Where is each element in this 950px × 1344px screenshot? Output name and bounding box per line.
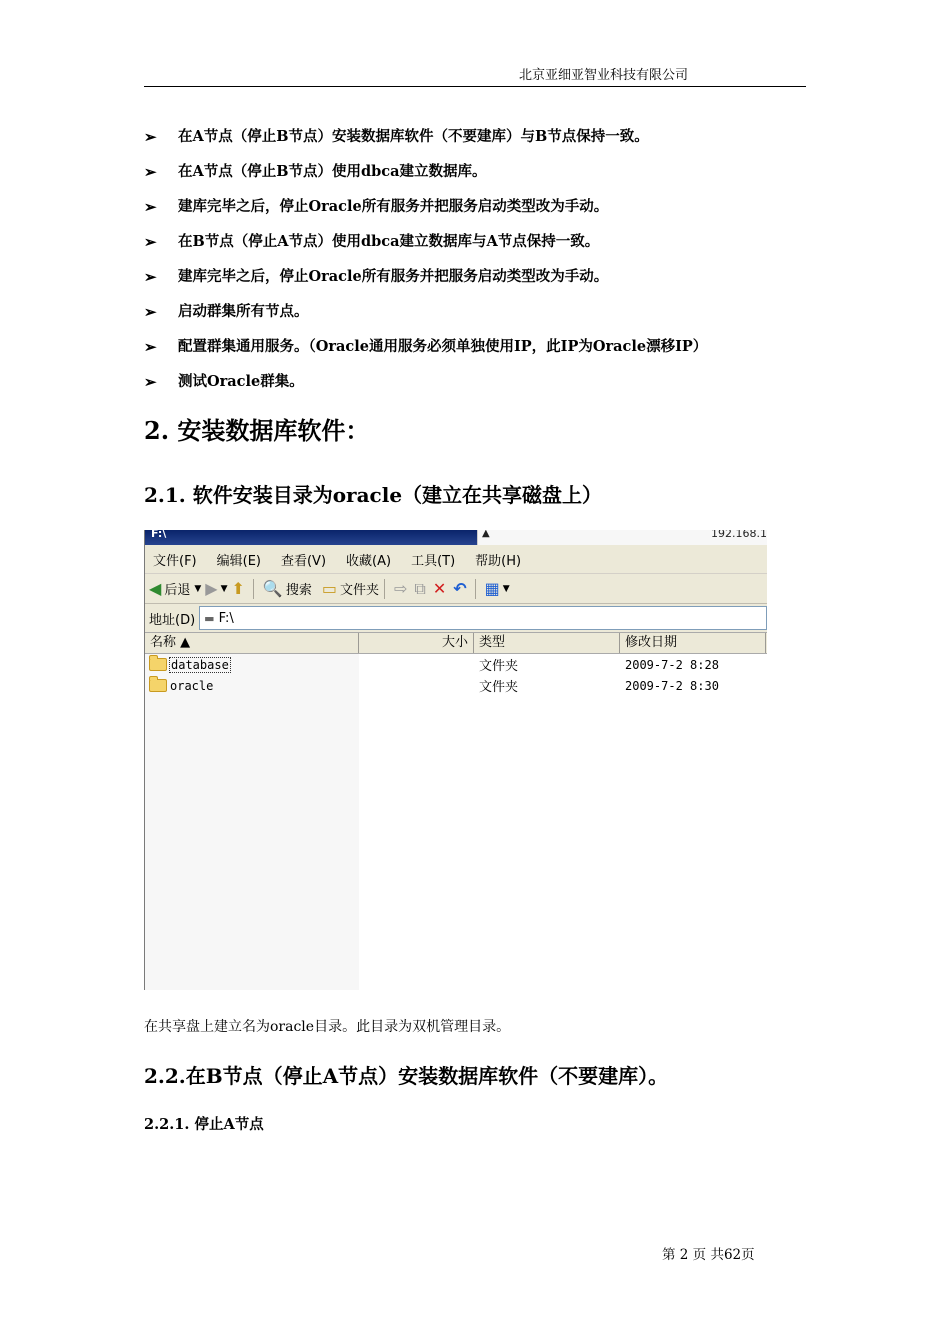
copy-to-icon: ⧉ (414, 578, 426, 598)
delete-icon: ✕ (432, 579, 447, 598)
forward-arrow-icon: ▶ (205, 579, 218, 598)
up-folder-button[interactable] (231, 579, 247, 598)
company-name: 北京亚细亚智业科技有限公司 (518, 68, 688, 83)
menu-file[interactable]: 文件(F) (153, 553, 197, 569)
views-icon: ▦ (484, 579, 500, 598)
search-label: 搜索 (285, 583, 312, 598)
undo-button[interactable] (453, 579, 469, 598)
undo-icon: ↶ (453, 579, 467, 598)
file-list (145, 654, 767, 990)
arrow-bullet-icon: ➢ (144, 163, 157, 181)
arrow-bullet-icon: ➢ (144, 268, 157, 286)
list-item-text: 启动群集所有节点。 (178, 303, 309, 320)
name-column-background (145, 654, 359, 990)
remote-window-strip (478, 530, 767, 545)
list-item (144, 301, 824, 336)
menu-favorites[interactable]: 收藏(A) (346, 553, 392, 569)
back-button[interactable] (149, 579, 201, 598)
toolbar-separator (253, 579, 254, 599)
menu-view[interactable]: 查看(V) (280, 553, 327, 569)
section-2-1-heading: 2.1. 软件安装目录为oracle（建立在共享磁盘上） (144, 483, 603, 507)
menu-help[interactable]: 帮助(H) (475, 553, 522, 569)
dropdown-icon: ▼ (502, 583, 510, 594)
folder-icon (149, 658, 167, 671)
toolbar-separator (475, 579, 476, 599)
pin-icon: ▲ (482, 530, 490, 539)
move-to-button[interactable] (394, 579, 410, 598)
section-2-2-1-heading: 2.2.1. 停止A节点 (144, 1116, 264, 1133)
list-item-text: 在B节点（停止A节点）使用dbca建立数据库与A节点保持一致。 (178, 233, 600, 250)
list-item-text: 配置群集通用服务。（Oracle通用服务必须单独使用IP，此IP为Oracle漂移IP） (178, 338, 708, 355)
copy-to-button[interactable] (414, 579, 428, 599)
screenshot-caption: 在共享盘上建立名为oracle目录。此目录为双机管理目录。 (144, 1019, 511, 1035)
menu-tools[interactable]: 工具(T) (411, 553, 456, 569)
drive-icon: ▬ (204, 611, 215, 625)
explorer-screenshot (144, 530, 767, 990)
arrow-bullet-icon: ➢ (144, 338, 157, 356)
step-list (144, 126, 824, 406)
file-name: database (171, 657, 229, 672)
toolbar (145, 574, 767, 604)
list-item-text: 测试Oracle群集。 (178, 373, 304, 390)
search-icon: 🔍 (262, 579, 283, 598)
address-value: F:\ (218, 610, 234, 626)
up-folder-icon: ⬆ (231, 579, 245, 598)
column-modified[interactable]: 修改日期 (620, 633, 766, 653)
section-2-heading: 2. 安装数据库软件： (144, 416, 370, 445)
column-size[interactable]: 大小 (359, 633, 474, 653)
address-bar (145, 604, 767, 632)
back-label: 后退 (164, 583, 191, 598)
window-title: F:\ (151, 530, 167, 540)
back-arrow-icon: ◀ (149, 579, 162, 598)
folders-label: 文件夹 (339, 583, 379, 598)
page-header (144, 68, 806, 87)
table-row[interactable] (145, 675, 767, 696)
list-item (144, 126, 824, 161)
dropdown-icon: ▼ (194, 583, 202, 594)
forward-button[interactable] (205, 579, 227, 598)
column-type[interactable]: 类型 (474, 633, 620, 653)
file-type: 文件夹 (479, 659, 519, 674)
file-name-cell (145, 658, 359, 672)
section-2-2-heading: 2.2.在B节点（停止A节点）安装数据库软件（不要建库）。 (144, 1064, 669, 1088)
move-to-icon: ⇨ (393, 579, 408, 598)
list-item (144, 266, 824, 301)
remote-ip: 192.168.1 (711, 530, 767, 540)
column-name[interactable]: 名称 ▲ (145, 633, 359, 653)
address-label: 地址(D) (149, 612, 196, 628)
arrow-bullet-icon: ➢ (144, 198, 157, 216)
views-button[interactable] (485, 579, 510, 598)
arrow-bullet-icon: ➢ (144, 303, 157, 321)
folders-button[interactable] (322, 579, 379, 598)
list-item (144, 161, 824, 196)
list-item-text: 在A节点（停止B节点）安装数据库软件（不要建库）与B节点保持一致。 (178, 128, 649, 145)
file-modified: 2009-7-2 8:28 (625, 657, 719, 672)
arrow-bullet-icon: ➢ (144, 233, 157, 251)
search-button[interactable] (263, 579, 312, 598)
list-item-text: 建库完毕之后，停止Oracle所有服务并把服务启动类型改为手动。 (178, 198, 609, 215)
menu-bar (145, 545, 767, 574)
table-row[interactable] (145, 654, 767, 675)
list-item (144, 196, 824, 231)
delete-button[interactable] (433, 579, 449, 598)
file-type: 文件夹 (479, 680, 519, 695)
toolbar-separator (384, 579, 385, 599)
list-item-text: 建库完毕之后，停止Oracle所有服务并把服务启动类型改为手动。 (178, 268, 609, 285)
list-item (144, 336, 824, 371)
arrow-bullet-icon: ➢ (144, 128, 157, 146)
page-footer: 第 2 页 共62页 (662, 1247, 755, 1263)
folder-icon: ▭ (321, 579, 337, 598)
arrow-bullet-icon: ➢ (144, 373, 157, 391)
dropdown-icon: ▼ (220, 583, 228, 594)
window-titlebar (145, 530, 767, 545)
folder-icon (149, 679, 167, 692)
list-item-text: 在A节点（停止B节点）使用dbca建立数据库。 (178, 163, 487, 180)
file-name: oracle (170, 678, 214, 693)
menu-edit[interactable]: 编辑(E) (216, 553, 261, 569)
address-input[interactable] (199, 606, 767, 630)
list-item (144, 371, 824, 406)
column-header (145, 632, 767, 654)
list-item (144, 231, 824, 266)
file-name-cell (145, 679, 359, 693)
file-modified: 2009-7-2 8:30 (625, 678, 719, 693)
